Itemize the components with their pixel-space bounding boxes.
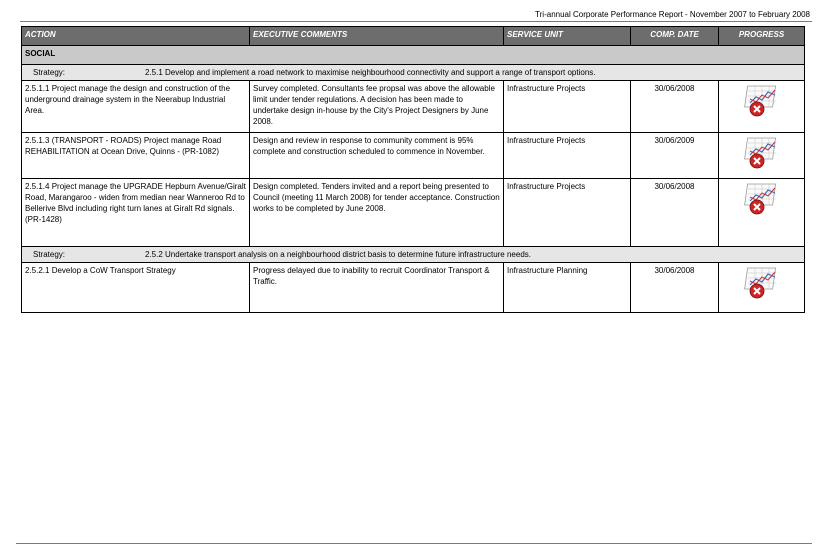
progress-chart-with-red-x-icon (742, 181, 782, 215)
comments-cell: Design and review in response to community comment is 95% complete and construction scheduled to commence in November. (250, 133, 504, 179)
service-unit-cell: Infrastructure Planning (504, 263, 631, 313)
col-header-action: ACTION (22, 27, 250, 46)
top-rule (20, 21, 812, 22)
strategy-row (22, 65, 805, 81)
action-cell: 2.5.1.1 Project manage the design and construction of the underground drainage system in the Neerabup Industrial Area. (22, 81, 250, 133)
progress-cell (719, 81, 805, 133)
strategy-text: 2.5.2 Undertake transport analysis on a neighbourhood district basis to determine future infrastructure needs. (145, 250, 531, 259)
comments-cell: Survey completed. Consultants fee propsal was above the allowable limit under tender regulations. A decision has been made to undertake design in-house by the City's Project Designers by June 2008. (250, 81, 504, 133)
col-header-comp-date: COMP. DATE (631, 27, 719, 46)
strategy-row (22, 247, 805, 263)
comp-date-cell: 30/06/2008 (631, 81, 719, 133)
service-unit-cell: Infrastructure Projects (504, 133, 631, 179)
bottom-rule (16, 543, 812, 544)
table-row (22, 81, 805, 133)
comp-date-cell: 30/06/2008 (631, 179, 719, 247)
strategy-cell (22, 247, 805, 263)
col-header-executive-comments: EXECUTIVE COMMENTS (250, 27, 504, 46)
comp-date-cell: 30/06/2009 (631, 133, 719, 179)
table-row (22, 179, 805, 247)
col-header-progress: PROGRESS (719, 27, 805, 46)
progress-cell (719, 263, 805, 313)
strategy-label: Strategy: (33, 250, 66, 259)
table-row (22, 263, 805, 313)
progress-cell (719, 179, 805, 247)
comp-date-cell: 30/06/2008 (631, 263, 719, 313)
action-cell: 2.5.2.1 Develop a CoW Transport Strategy (22, 263, 250, 313)
service-unit-cell: Infrastructure Projects (504, 81, 631, 133)
report-title: Tri-annual Corporate Performance Report - November 2007 to February 2008 (535, 10, 810, 19)
progress-chart-with-red-x-icon (742, 135, 782, 169)
strategy-label: Strategy: (33, 68, 66, 77)
progress-cell (719, 133, 805, 179)
header-row (22, 27, 805, 46)
comments-cell: Design completed. Tenders invited and a report being presented to Council (meeting 11 March 2008) for tender acceptance. Construction works to be completed by June 2008. (250, 179, 504, 247)
strategy-cell (22, 65, 805, 81)
progress-chart-with-red-x-icon (742, 265, 782, 299)
progress-chart-with-red-x-icon (742, 83, 782, 117)
performance-table (21, 26, 805, 313)
service-unit-cell: Infrastructure Projects (504, 179, 631, 247)
action-cell: 2.5.1.3 (TRANSPORT - ROADS) Project manage Road REHABILITATION at Ocean Drive, Quinns - (PR-1082) (22, 133, 250, 179)
table-row (22, 133, 805, 179)
comments-cell: Progress delayed due to inability to recruit Coordinator Transport & Traffic. (250, 263, 504, 313)
action-cell: 2.5.1.4 Project manage the UPGRADE Hepburn Avenue/Giralt Road, Marangaroo - widen from median near Wanneroo Rd to Bellerive Blvd including right turn lanes at Giralt Rd signals. (PR-1428) (22, 179, 250, 247)
section-row (22, 46, 805, 65)
section-title: SOCIAL (22, 46, 805, 65)
col-header-service-unit: SERVICE UNIT (504, 27, 631, 46)
strategy-text: 2.5.1 Develop and implement a road network to maximise neighbourhood connectivity and support a range of transport options. (145, 68, 596, 77)
